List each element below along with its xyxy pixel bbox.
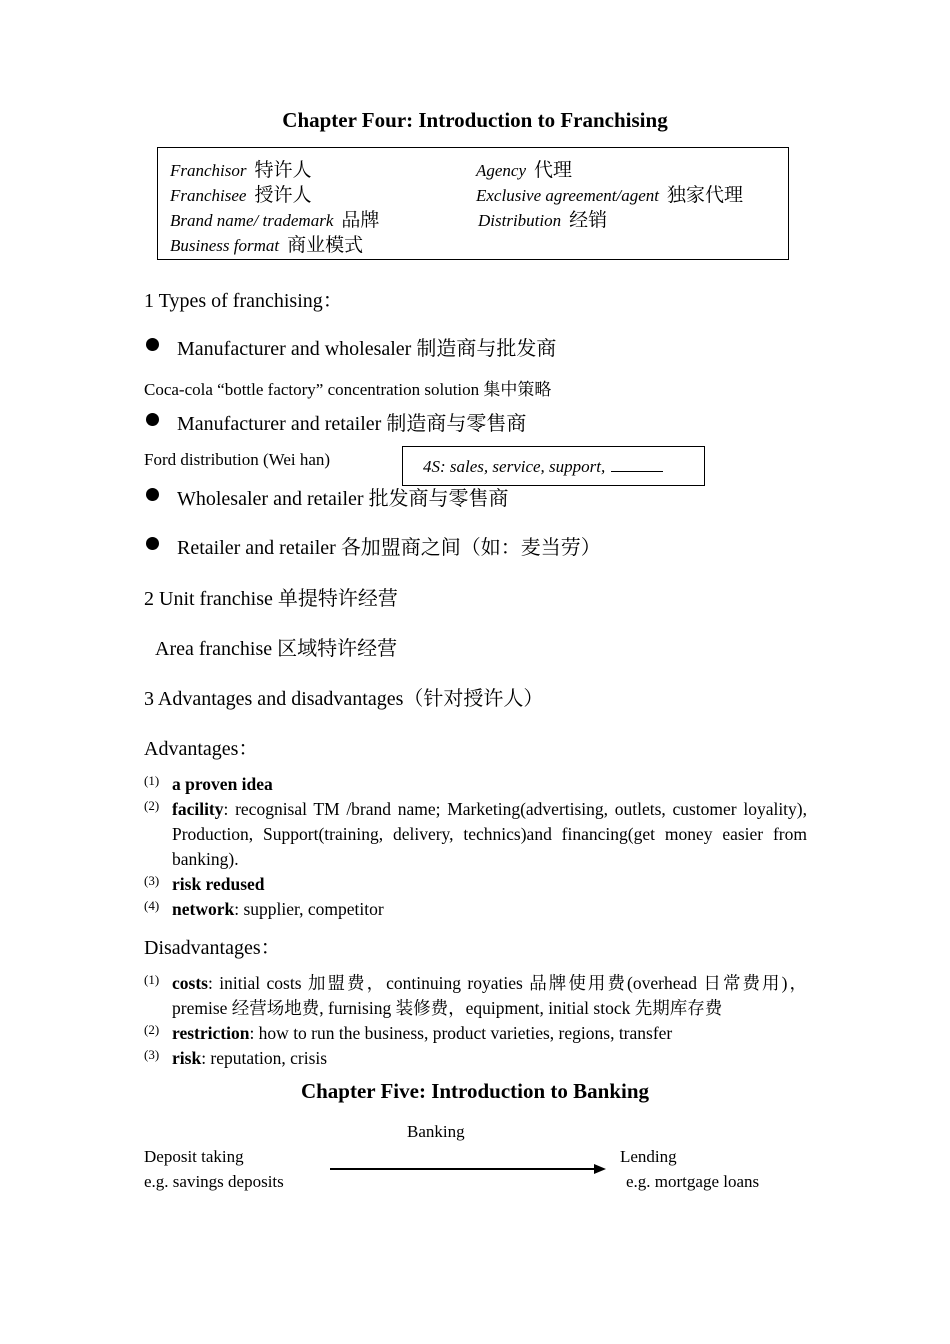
banking-label: Banking — [407, 1122, 465, 1141]
glossary-franchisor: Franchisor 特许人 — [170, 160, 312, 181]
section-adv-disadv-heading: 3 Advantages and disadvantages（针对授许人） — [144, 688, 544, 710]
lending-example: e.g. mortgage loans — [626, 1172, 760, 1191]
glossary-distribution: Distribution 经销 — [478, 210, 608, 231]
bullet-icon — [146, 413, 159, 426]
section-types-heading: 1 Types of franchising： — [144, 290, 343, 312]
type-item: Wholesaler and retailer 批发商与零售商 — [177, 488, 509, 510]
blank-line — [611, 459, 663, 472]
section-area-franchise: Area franchise 区域特许经营 — [155, 638, 398, 660]
lending-label: Lending — [620, 1147, 677, 1166]
glossary-business-format: Business format 商业模式 — [170, 235, 364, 256]
section-unit-franchise: 2 Unit franchise 单提特许经营 — [144, 588, 398, 610]
glossary-box — [157, 147, 789, 260]
banking-arrow-icon — [330, 1163, 606, 1175]
glossary-exclusive: Exclusive agreement/agent 独家代理 — [476, 185, 744, 206]
bullet-icon — [146, 338, 159, 351]
disadvantages-heading: Disadvantages： — [144, 937, 281, 959]
type-item: Manufacturer and retailer 制造商与零售商 — [177, 413, 527, 435]
note-cocacola: Coca-cola “bottle factory” concentration solution 集中策略 — [144, 380, 552, 399]
glossary-agency: Agency 代理 — [476, 160, 573, 181]
deposit-taking-label: Deposit taking — [144, 1147, 244, 1166]
glossary-brand: Brand name/ trademark 品牌 — [170, 210, 380, 231]
callout-4s: 4S: sales, service, support, — [402, 446, 705, 486]
bullet-icon — [146, 488, 159, 501]
type-item: Retailer and retailer 各加盟商之间（如：麦当劳） — [177, 537, 601, 559]
type-item: Manufacturer and wholesaler 制造商与批发商 — [177, 338, 557, 360]
chapter-four-title: Chapter Four: Introduction to Franchising — [282, 108, 668, 132]
bullet-icon — [146, 537, 159, 550]
chapter-five-title: Chapter Five: Introduction to Banking — [300, 1079, 650, 1103]
deposit-example: e.g. savings deposits — [144, 1172, 284, 1191]
note-ford: Ford distribution (Wei han) — [144, 450, 331, 469]
glossary-franchisee: Franchisee 授许人 — [170, 185, 312, 206]
advantages-heading: Advantages： — [144, 738, 259, 760]
